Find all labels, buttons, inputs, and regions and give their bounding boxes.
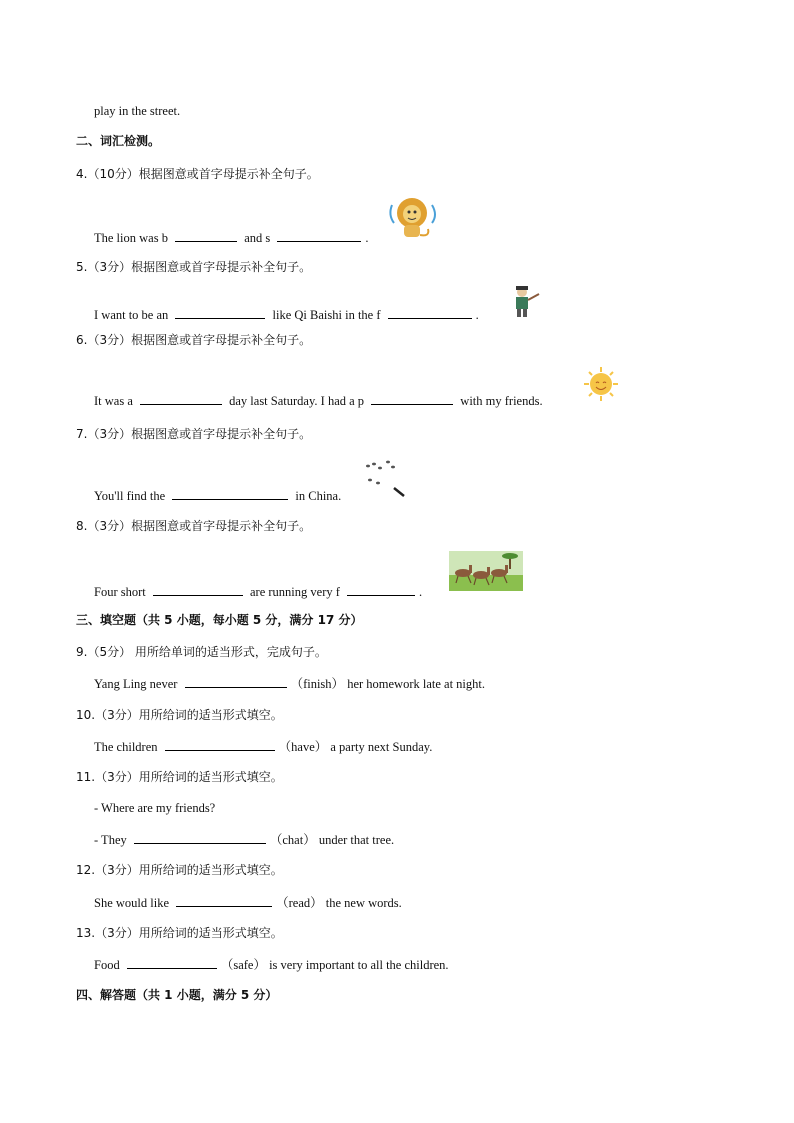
q5-sentence — [94, 306, 479, 323]
q12-prompt — [76, 862, 283, 878]
q12-number: 12. — [76, 863, 96, 877]
q11-line-1: - Where are my friends? — [94, 801, 216, 815]
q5-part-3: . — [475, 308, 479, 322]
q9-sentence — [94, 675, 485, 692]
q11-before: - They — [94, 833, 127, 847]
q11-sentence — [94, 831, 394, 848]
q6-blank-1[interactable] — [140, 392, 222, 405]
q4-part-2: and s — [244, 231, 271, 245]
q11-hint: （chat） — [269, 833, 316, 847]
q8-blank-1[interactable] — [153, 583, 243, 596]
q11-blank[interactable] — [134, 831, 266, 844]
q6-part-3: with my friends. — [460, 394, 543, 408]
q11-after: under that tree. — [318, 833, 395, 847]
q12-hint: （read） — [276, 896, 323, 910]
q9-number: 9. — [76, 645, 88, 659]
q4-prompt — [76, 166, 319, 182]
q6-part-2: day last Saturday. I had a p — [229, 394, 365, 408]
section-3-title: 三、填空题（共 5 小题，每小题 5 分，满分 17 分） — [76, 613, 363, 627]
q8-part-3: . — [419, 585, 423, 599]
q13-before: Food — [94, 958, 120, 972]
q9-after: her homework late at night. — [347, 677, 485, 691]
q13-number: 13. — [76, 926, 96, 940]
section-2-title: 二、词汇检测。 — [76, 134, 161, 148]
q5-blank-2[interactable] — [388, 306, 472, 319]
q6-part-1: It was a — [94, 394, 133, 408]
q10-hint: （have） — [278, 740, 328, 754]
q8-part-1: Four short — [94, 585, 146, 599]
q6-blank-2[interactable] — [371, 392, 453, 405]
q9-before: Yang Ling never — [94, 677, 178, 691]
q12-instruction: （3分）用所给词的适当形式填空。 — [95, 863, 283, 877]
q4-blank-1[interactable] — [175, 229, 237, 242]
q6-sentence — [94, 392, 543, 409]
q12-sentence — [94, 894, 402, 911]
q7-prompt — [76, 426, 311, 442]
q10-after: a party next Sunday. — [330, 740, 433, 754]
q5-number: 5. — [76, 260, 88, 274]
q12-blank[interactable] — [176, 894, 272, 907]
q5-instruction: （3分）根据图意或首字母提示补全句子。 — [87, 260, 312, 274]
q11-number: 11. — [76, 770, 96, 784]
q13-after: is very important to all the children. — [269, 958, 449, 972]
q12-before: She would like — [94, 896, 169, 910]
q10-before: The children — [94, 740, 158, 754]
q7-blank-1[interactable] — [172, 487, 288, 500]
q4-part-3: . — [365, 231, 369, 245]
q5-part-1: I want to be an — [94, 308, 169, 322]
q9-prompt — [76, 644, 327, 660]
q4-instruction: （10分）根据图意或首字母提示补全句子。 — [87, 167, 319, 181]
q11-instruction: （3分）用所给词的适当形式填空。 — [95, 770, 283, 784]
q8-blank-2[interactable] — [347, 583, 415, 596]
q7-number: 7. — [76, 427, 88, 441]
q7-sentence — [94, 487, 341, 504]
q8-sentence — [94, 583, 422, 600]
q4-number: 4. — [76, 167, 88, 181]
footprints-icon — [360, 458, 408, 500]
angry-lion-icon — [386, 195, 440, 243]
q9-blank[interactable] — [185, 675, 287, 688]
q10-prompt — [76, 707, 283, 723]
q7-instruction: （3分）根据图意或首字母提示补全句子。 — [87, 427, 312, 441]
q10-blank[interactable] — [165, 738, 275, 751]
q13-prompt — [76, 925, 283, 941]
q9-hint: （finish） — [290, 677, 345, 691]
q6-prompt — [76, 332, 311, 348]
q4-part-1: The lion was b — [94, 231, 168, 245]
q8-prompt — [76, 518, 311, 534]
q12-after: the new words. — [325, 896, 402, 910]
q7-part-2: in China. — [295, 489, 342, 503]
intro-line: play in the street. — [94, 104, 181, 118]
q13-blank[interactable] — [127, 956, 217, 969]
running-horses-icon — [449, 551, 523, 591]
q5-prompt — [76, 259, 311, 275]
q7-part-1: You'll find the — [94, 489, 166, 503]
q6-number: 6. — [76, 333, 88, 347]
q13-instruction: （3分）用所给词的适当形式填空。 — [95, 926, 283, 940]
q10-number: 10. — [76, 708, 96, 722]
q4-blank-2[interactable] — [277, 229, 361, 242]
smiling-sun-icon — [582, 366, 620, 402]
q11-prompt — [76, 769, 283, 785]
q13-hint: （safe） — [220, 958, 266, 972]
q5-blank-1[interactable] — [175, 306, 265, 319]
q8-part-2: are running very f — [250, 585, 340, 599]
q5-part-2: like Qi Baishi in the f — [272, 308, 381, 322]
section-4-title: 四、解答题（共 1 小题，满分 5 分） — [76, 988, 278, 1002]
q6-instruction: （3分）根据图意或首字母提示补全句子。 — [87, 333, 312, 347]
q4-sentence — [94, 229, 369, 246]
q8-instruction: （3分）根据图意或首字母提示补全句子。 — [87, 519, 312, 533]
q10-sentence — [94, 738, 432, 755]
q10-instruction: （3分）用所给词的适当形式填空。 — [95, 708, 283, 722]
painter-icon — [508, 284, 542, 318]
q13-sentence — [94, 956, 449, 973]
q9-instruction: （5分） 用所给单词的适当形式，完成句子。 — [87, 645, 327, 659]
q8-number: 8. — [76, 519, 88, 533]
